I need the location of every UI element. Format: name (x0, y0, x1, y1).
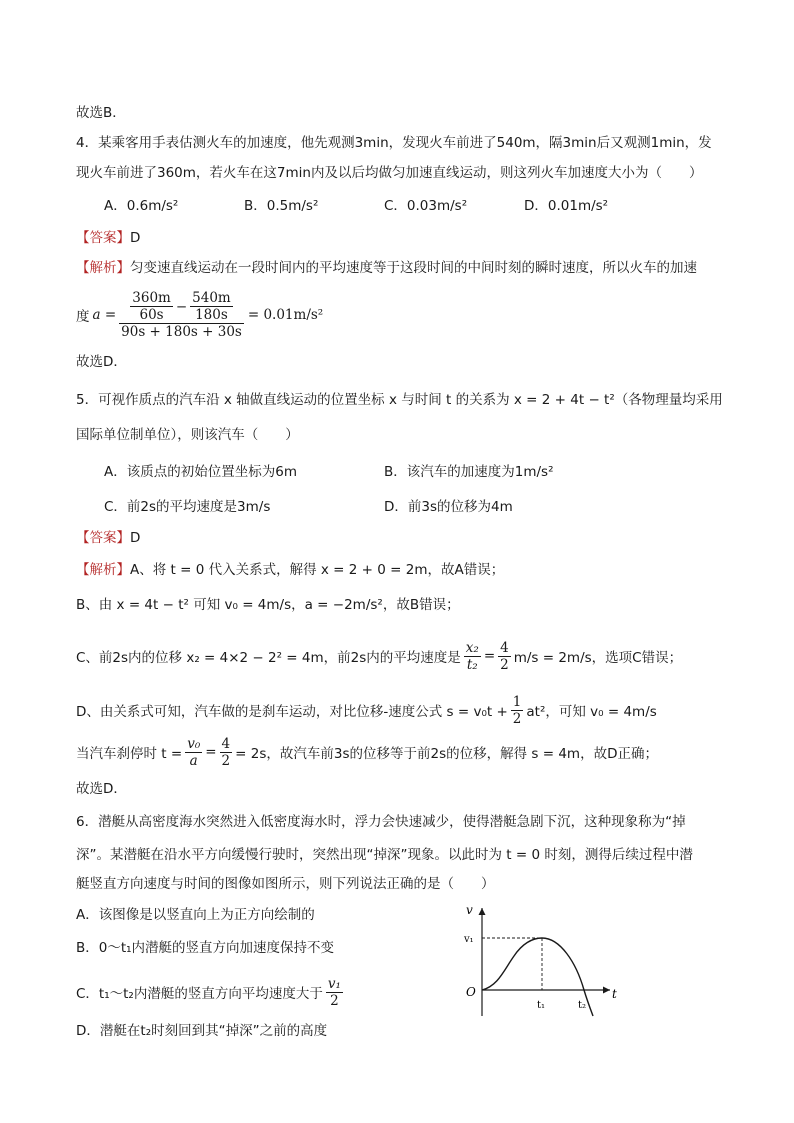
q5-option-a: A．该质点的初始位置坐标为6m (104, 464, 297, 480)
answer-tag: 【答案】 (76, 530, 130, 546)
e-frac-1-num: v₀ (187, 735, 201, 752)
formula-frac-2 (190, 290, 233, 323)
velocity-time-graph (460, 898, 630, 1020)
d-suffix: at²，可知 v₀ = 4m/s (526, 704, 657, 720)
opt-c-fraction (326, 976, 343, 1009)
q4-formula (76, 285, 323, 345)
e-frac-1-den: a (189, 752, 198, 769)
q6-stem-line-1: 6．潜艇从高密度海水突然进入低密度海水时，浮力会快速减少，使得潜艇急剧下沉，这种现象称为“掉 (76, 814, 686, 830)
e-fraction-2 (220, 736, 233, 769)
q5-stem-line-2: 国际单位制单位），则该汽车（ ） (76, 427, 299, 443)
d-frac-den: 2 (512, 710, 522, 727)
q6-option-c (76, 970, 343, 1014)
e-frac-2-den: 2 (221, 752, 231, 769)
q4-option-a: A．0.6m/s² (104, 198, 179, 214)
e-prefix: 当汽车刹停时 t = (76, 746, 183, 762)
q4-analysis-line-1 (76, 258, 697, 278)
answer-tag: 【答案】 (76, 230, 130, 246)
origin-label: O (466, 985, 476, 999)
prev-conclusion: 故选B． (76, 105, 126, 121)
q5-option-c: C．前2s的平均速度是3m/s (104, 499, 271, 515)
frac-2-den: 180s (195, 307, 228, 323)
q4-stem-line-1: 4．某乘客用手表估测火车的加速度，他先观测3min，发现火车前进了540m，隔3min后又观测1min，发 (76, 135, 712, 151)
q4-conclusion: 故选D． (76, 354, 127, 370)
formula-denominator: 90s + 180s + 30s (121, 324, 242, 340)
q6-option-b: B．0～t₁内潜艇的竖直方向加速度保持不变 (76, 940, 335, 956)
formula-minus: − (175, 298, 188, 315)
q6-option-a: A．该图像是以竖直向上为正方向绘制的 (76, 907, 315, 923)
analysis-tag: 【解析】 (76, 260, 130, 276)
d-fraction (511, 694, 524, 727)
q4-stem-line-2: 现火车前进了360m，若火车在这7min内及以后均做匀加速直线运动，则这列火车加速度大小为（ ） (76, 165, 703, 181)
q5-option-b: B．该汽车的加速度为1m/s² (384, 464, 554, 480)
q5-answer (76, 528, 140, 548)
c-suffix: m/s = 2m/s，选项C错误； (513, 650, 683, 666)
q6-stem-line-3: 艇竖直方向速度与时间的图像如图所示，则下列说法正确的是（ ） (76, 876, 495, 892)
formula-frac-1 (130, 290, 173, 323)
t2-label: t₂ (578, 1000, 587, 1011)
q5-analysis-a (76, 560, 504, 580)
q5-analysis-e: 当汽车刹停时 t = $\frac{\text{v₀}}{a}$ = $\frac{4}{2}$ = 2s，故汽车前3s的位移等于前2s的位移，解得 s = 4m，故D正确； (76, 735, 658, 769)
q6-option-d: D．潜艇在t₂时刻回到其“掉深”之前的高度 (76, 1023, 328, 1039)
e-frac-2-num: 4 (221, 735, 231, 752)
opt-c-prefix: C．t₁～t₂内潜艇的竖直方向平均速度大于 (76, 986, 323, 1002)
c-frac-2-den: 2 (500, 656, 509, 673)
formula-rhs: = 0.01m/s² (247, 307, 324, 323)
frac-1-den: 60s (139, 307, 164, 323)
c-eq: = (483, 648, 496, 664)
q5-analysis-d (76, 690, 657, 730)
q4-option-b: B．0.5m/s² (244, 198, 319, 214)
frac-2-num: 540m (192, 290, 231, 306)
analysis-tag: 【解析】 (76, 562, 130, 578)
q5-option-d: D．前3s的位移为4m (384, 499, 513, 515)
c-fraction-1 (464, 640, 481, 673)
analysis-text: 匀变速直线运动在一段时间内的平均速度等于这段时间的中间时刻的瞬时速度，所以火车的加速 (130, 260, 697, 276)
q6-stem-line-2: 深”。某潜艇在沿水平方向缓慢行驶时，突然出现“掉深”现象。以此时为 t = 0 时刻，测得后续过程中潜 (76, 847, 693, 863)
q5-analysis-b: B、由 x = 4t − t² 可知 v₀ = 4m/s，a = −2m/s²，故B错误； (76, 597, 460, 613)
frac-1-num: 360m (132, 290, 171, 306)
q5-stem-line-1: 5．可视作质点的汽车沿 x 轴做直线运动的位置坐标 x 与时间 t 的关系为 x = 2 + 4t − t²（各物理量均采用 (76, 392, 723, 408)
formula-main-fraction (119, 290, 244, 340)
y-axis-label: v (466, 903, 473, 917)
analysis-text: A、将 t = 0 代入关系式，解得 x = 2 + 0 = 2m，故A错误； (130, 562, 505, 578)
q5-conclusion: 故选D． (76, 781, 127, 797)
opt-c-frac-den: 2 (330, 992, 339, 1009)
c-frac-1-num: x₂ (465, 639, 479, 656)
x-axis-label: t (612, 987, 617, 1001)
c-frac-2-num: 4 (500, 639, 509, 656)
formula-prefix: 度 (76, 309, 90, 325)
q4-option-c: C．0.03m/s² (384, 198, 468, 214)
e-suffix: = 2s，故汽车前3s的位移等于前2s的位移，解得 s = 4m，故D正确； (235, 746, 658, 762)
q4-option-d: D．0.01m/s² (524, 198, 609, 214)
v1-label: v₁ (464, 934, 474, 945)
c-fraction-2 (498, 640, 511, 673)
d-frac-num: 1 (512, 693, 522, 710)
c-prefix: C、前2s内的位移 x₂ = 4×2 − 2² = 4m，前2s内的平均速度是 (76, 650, 461, 666)
answer-value: D (130, 230, 141, 246)
q4-answer (76, 228, 140, 248)
formula-lhs: a = (92, 307, 117, 323)
d-prefix: D、由关系式可知，汽车做的是刹车运动，对比位移-速度公式 s = v₀t + (76, 704, 508, 720)
c-frac-1-den: t₂ (466, 656, 478, 673)
q5-analysis-c (76, 634, 682, 678)
answer-value: D (130, 530, 141, 546)
opt-c-frac-num: v₁ (327, 975, 341, 992)
e-fraction-1 (185, 736, 202, 769)
t1-label: t₁ (537, 1000, 546, 1011)
